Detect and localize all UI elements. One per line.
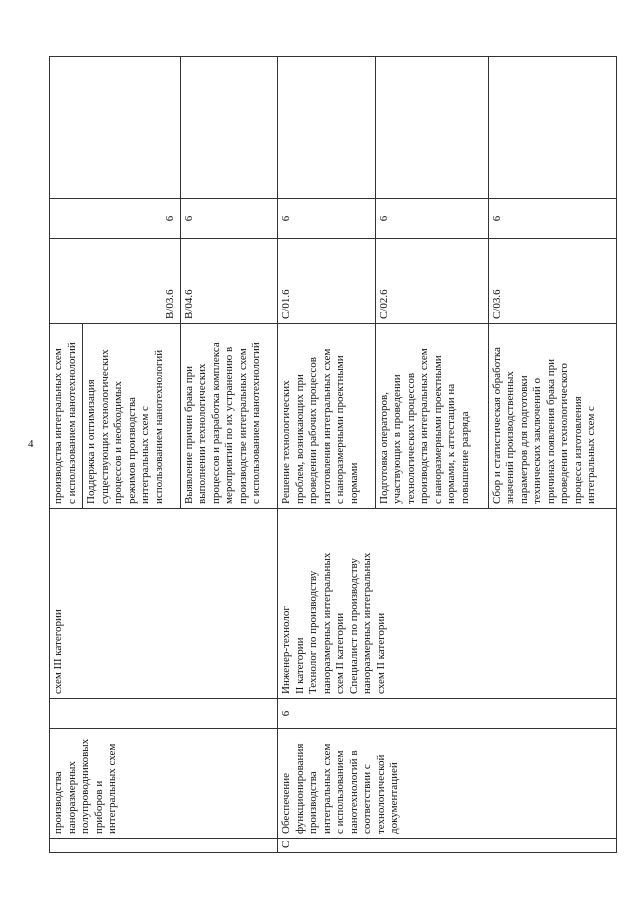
- function-level-cell: 6: [375, 199, 488, 239]
- table-row: [278, 57, 376, 853]
- level-column-cell: [50, 199, 181, 239]
- function-level-cell: 6: [180, 199, 278, 239]
- extra-cell: [278, 57, 376, 199]
- labor-function-cell: Подготовка операторов, участвующих в проведении технологических процессов производства интегральных схем с наноразмерными проектными нормами, к аттестации на повышение разряда: [375, 324, 488, 509]
- labor-function-cell: производства интегральных схем с использованием нанотехнологий: [50, 324, 83, 509]
- function-code-cell: B/04.6: [180, 239, 278, 324]
- code-cell: [50, 839, 278, 853]
- level-cell: [50, 699, 278, 729]
- labor-function-cell: Сбор и статистическая обработка значений производственных параметров для подготовки технических заключений о причинах появления брака при проведении технологического процесса изготовления интегральных схем с: [488, 324, 616, 509]
- extra-cell: [375, 57, 488, 199]
- function-code-text: B/03.6: [164, 289, 177, 319]
- function-code-cell: C/01.6: [278, 239, 376, 324]
- function-code-cell: C/03.6: [488, 239, 616, 324]
- labor-function-cell: Выявление причин брака при выполнении технологических процессов и разработка комплекса мероприятий по их устранению в производстве интегральных схем с использованием нанотехнологий: [180, 324, 278, 509]
- functions-table: [49, 56, 617, 853]
- function-level-text: 6: [164, 215, 177, 222]
- extra-cell: [50, 57, 181, 199]
- function-level-cell: 6: [278, 199, 376, 239]
- positions-cell: схем III категории: [50, 509, 278, 699]
- function-level-cell: 6: [488, 199, 616, 239]
- page-number: 4: [28, 438, 34, 450]
- code-cell: C: [278, 839, 617, 853]
- table-row: [50, 57, 83, 853]
- positions-cell: Инженер-технолог II категории Технолог по производству наноразмерных интегральных схем II категории Специалист по производству наноразмерных интегральных схем II категории: [278, 509, 617, 699]
- extra-cell: [180, 57, 278, 199]
- generalized-function-cell: Обеспечение функционирования производства интегральных схем с использованием нанотехнологий в соответствии с технологической документацией: [278, 729, 617, 839]
- labor-function-cell: Решение технологических проблем, возникающих при проведении рабочих процессов изготовления интегральных схем с наноразмерными проектными нормами: [278, 324, 376, 509]
- rotated-table-page: [49, 57, 617, 853]
- level-cell: 6: [278, 699, 617, 729]
- function-code-cell: C/02.6: [375, 239, 488, 324]
- generalized-function-cell: производства наноразмерных полупроводниковых приборов и интегральных схем: [50, 729, 278, 839]
- code-column-cell: [50, 239, 181, 324]
- labor-function-cell: Поддержка и оптимизация существующих технологических процессов и необходимых режимов производства интегральных схем с использованием нанотехнологий: [83, 324, 181, 509]
- extra-cell: [488, 57, 616, 199]
